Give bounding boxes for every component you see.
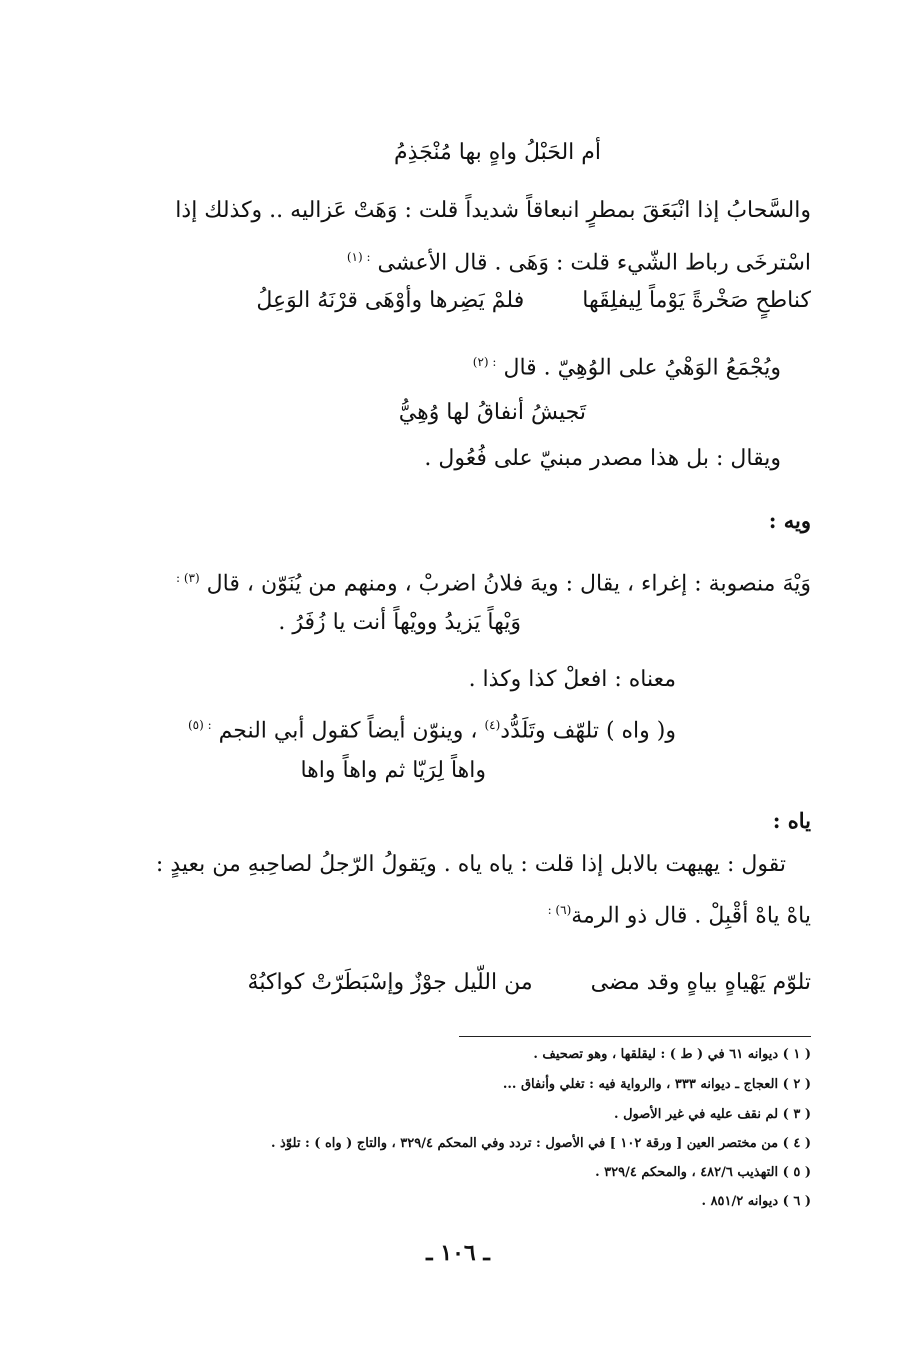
footnote: ( ٦ ) ديوانه ٨٥١/٢ . <box>701 1194 811 1209</box>
verse-hemistich-1: تلوّم يَهْياهٍ بياهٍ وقد مضى <box>590 970 811 995</box>
body-line: ويُجْمَعُ الوَهْيُ على الوُهِيّ . قال $^{: (٢)}$ <box>472 355 781 381</box>
entry-heading: ويه : <box>768 508 811 533</box>
body-line: و( واه ) تلهّف وتَلَدُّد$^{(٤)}$ ، وينوّن أيضاً كقول أبي النجم $^{: (٥)}$ <box>187 718 676 744</box>
page-number: ـ ١٠٦ ـ <box>426 1240 490 1266</box>
verse-line <box>248 968 811 998</box>
verse-hemistich-2: من اللّيل جوْزٌ وإسْبَطَرّتْ كواكبُهْ <box>247 970 533 995</box>
footnote: ( ٢ ) العجاج ـ ديوانه ٣٣٣ ، والرواية فيه : تغلي وأنفاق ... <box>502 1077 811 1092</box>
footnote-ref: (٣) : <box>175 571 200 585</box>
body-line: اسْترخَى رباط الشّيء قلت : وَهَى . قال الأعشى $^{: (١)}$ <box>346 250 811 276</box>
footnote-ref: : (١) <box>346 250 371 264</box>
verse-line: تَجيشُ أنفاقُ لها وُهِيُّ <box>398 400 586 425</box>
footnote-separator <box>459 1036 811 1037</box>
verse-line: أم الحَبْلُ واهٍ بها مُنْجَذِمُ <box>393 140 601 165</box>
body-line: ياهْ ياهْ أقْبِلْ . قال ذو الرمة$^{(٦) :}$ <box>547 903 811 929</box>
verse-line <box>256 286 811 316</box>
footnote-ref: : (٥) <box>187 718 212 732</box>
entry-heading: ياه : <box>772 808 811 833</box>
verse-hemistich-2: فلمْ يَضِرها وأوْهَى قرْنَهُ الوَعِلُ <box>256 288 525 313</box>
verse-hemistich-1: كناطحٍ صَخْرةً يَوْماً لِيفلِقَها <box>582 288 811 313</box>
body-line: معناه : افعلْ كذا وكذا . <box>468 667 676 692</box>
footnote-ref: (٦) : <box>547 903 572 917</box>
body-line: تقول : يهيهت بالابل إذا قلت : ياه ياه . ويَقولُ الرّجلُ لصاحِبهِ من بعيدٍ : <box>155 852 786 877</box>
footnote: ( ٤ ) من مختصر العين [ ورقة ١٠٢ ] في الأصول : تردد وفي المحكم ٣٢٩/٤ ، والتاج ( واه ) : تلوّذ . <box>270 1136 811 1151</box>
footnote: ( ١ ) ديوانه ٦١ في ( ط ) : ليقلقها ، وهو تصحيف . <box>533 1047 811 1062</box>
body-line: والسَّحابُ إذا انْبَعَقَ بمطرٍ انبعاقاً شديداً قلت : وَهَتْ عَزاليه .. وكذلك إذا <box>175 198 811 223</box>
verse-line: وَيْهاً يَزيدُ وويْهاً أنت يا زُفَرُ . <box>278 610 521 635</box>
verse-line: واهاً لِرَيّا ثم واهاً واها <box>300 758 486 783</box>
footnote-ref: : (٢) <box>472 355 497 369</box>
footnote: ( ٣ ) لم نقف عليه في غير الأصول . <box>614 1107 811 1122</box>
footnote: ( ٥ ) التهذيب ٤٨٢/٦ ، والمحكم ٣٢٩/٤ . <box>595 1165 811 1180</box>
footnote-ref: (٤) <box>484 718 501 732</box>
body-line: ويقال : بل هذا مصدر مبنيّ على فُعُول . <box>424 446 781 471</box>
body-line: وَيْهَ منصوبة : إغراء ، يقال : ويهَ فلانُ اضربْ ، ومنهم من يُنَوّن ، قال $^{(٣) :}$ <box>175 571 811 597</box>
